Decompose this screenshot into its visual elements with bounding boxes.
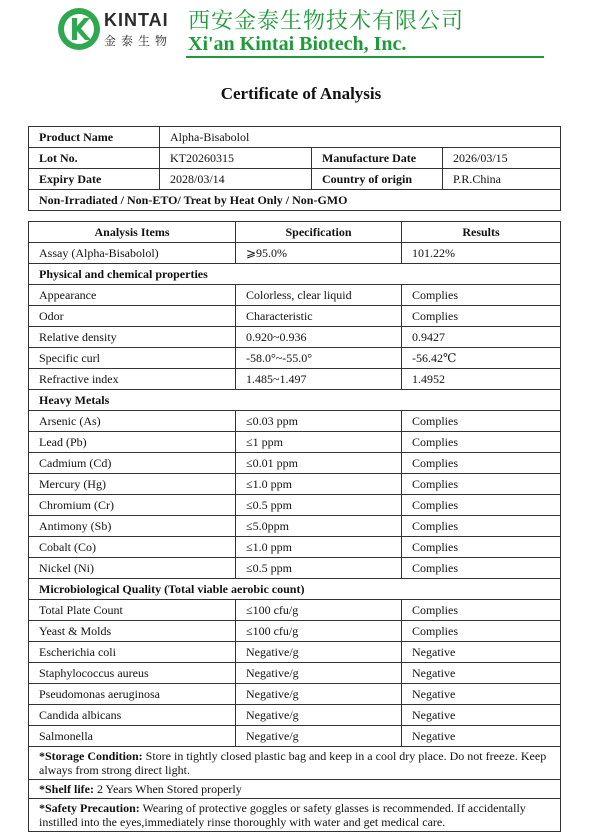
table-row (29, 558, 561, 579)
expiry-date-label: Expiry Date (29, 169, 160, 190)
spec-cell: ≤0.5 ppm (236, 558, 402, 579)
table-row (29, 516, 561, 537)
result-cell: Complies (402, 474, 561, 495)
safety-note (29, 799, 561, 832)
result-cell: Negative (402, 642, 561, 663)
result-cell: 0.9427 (402, 327, 561, 348)
result-cell: Complies (402, 495, 561, 516)
table-header-row (29, 222, 561, 243)
section-title-heavy-metals: Heavy Metals (29, 390, 561, 411)
analysis-table (28, 221, 561, 832)
section-title-microbiological: Microbiological Quality (Total viable aerobic count) (29, 579, 561, 600)
result-cell: Complies (402, 432, 561, 453)
item-cell: Escherichia coli (29, 642, 236, 663)
item-cell: Relative density (29, 327, 236, 348)
result-cell: Complies (402, 306, 561, 327)
spec-cell: ≤1.0 ppm (236, 474, 402, 495)
result-cell: Complies (402, 537, 561, 558)
table-row (29, 348, 561, 369)
brand-name: KINTAI (104, 10, 169, 30)
table-row (29, 474, 561, 495)
item-cell: Yeast & Molds (29, 621, 236, 642)
table-row (29, 369, 561, 390)
table-row (29, 726, 561, 747)
table-row (29, 432, 561, 453)
shelf-life-text: 2 Years When Stored properly (94, 782, 242, 796)
item-cell: Antimony (Sb) (29, 516, 236, 537)
storage-note (29, 747, 561, 780)
item-cell: Arsenic (As) (29, 411, 236, 432)
info-row (29, 148, 561, 169)
brand-name-chinese: 金泰生物 (104, 34, 173, 48)
spec-cell: 0.920~0.936 (236, 327, 402, 348)
section-row (29, 579, 561, 600)
compliance-statement: Non-Irradiated / Non-ETO/ Treat by Heat Only / Non-GMO (29, 190, 561, 211)
spec-cell: Negative/g (236, 705, 402, 726)
header-analysis-items: Analysis Items (29, 222, 236, 243)
origin-label: Country of origin (312, 169, 443, 190)
manufacture-date-value: 2026/03/15 (443, 148, 561, 169)
spec-cell: ≤0.5 ppm (236, 495, 402, 516)
table-row (29, 243, 561, 264)
item-cell: Total Plate Count (29, 600, 236, 621)
item-cell: Mercury (Hg) (29, 474, 236, 495)
result-cell: 101.22% (402, 243, 561, 264)
info-row (29, 190, 561, 211)
table-row (29, 642, 561, 663)
product-name-value: Alpha-Bisabolol (160, 127, 561, 148)
table-row (29, 411, 561, 432)
item-cell: Odor (29, 306, 236, 327)
table-row (29, 663, 561, 684)
product-info-table (28, 126, 561, 211)
spec-cell: ≤1.0 ppm (236, 537, 402, 558)
item-cell: Cadmium (Cd) (29, 453, 236, 474)
item-cell: Chromium (Cr) (29, 495, 236, 516)
result-cell: Complies (402, 411, 561, 432)
shelf-life-label: *Shelf life: (39, 782, 94, 796)
table-row (29, 306, 561, 327)
kintai-logo-icon (56, 6, 102, 52)
table-row (29, 705, 561, 726)
lot-value: KT20260315 (160, 148, 312, 169)
header-results: Results (402, 222, 561, 243)
table-row (29, 621, 561, 642)
item-cell: Cobalt (Co) (29, 537, 236, 558)
spec-cell: ≤5.0ppm (236, 516, 402, 537)
result-cell: Complies (402, 600, 561, 621)
spec-cell: Negative/g (236, 684, 402, 705)
result-cell: Negative (402, 663, 561, 684)
storage-label: *Storage Condition: (39, 749, 143, 763)
shelf-life-row (29, 780, 561, 799)
result-cell: Complies (402, 285, 561, 306)
page-title: Certificate of Analysis (220, 84, 382, 103)
section-title-physical: Physical and chemical properties (29, 264, 561, 285)
lot-label: Lot No. (29, 148, 160, 169)
storage-note-row (29, 747, 561, 780)
spec-cell: ≤1 ppm (236, 432, 402, 453)
spec-cell: Negative/g (236, 642, 402, 663)
spec-cell: ≤100 cfu/g (236, 600, 402, 621)
table-row (29, 537, 561, 558)
safety-label: *Safety Precaution: (39, 801, 140, 815)
item-cell: Nickel (Ni) (29, 558, 236, 579)
item-cell: Pseudomonas aeruginosa (29, 684, 236, 705)
header-divider (186, 56, 544, 58)
origin-value: P.R.China (443, 169, 561, 190)
item-cell: Specific curl (29, 348, 236, 369)
section-row (29, 264, 561, 285)
product-name-label: Product Name (29, 127, 160, 148)
letterhead (0, 0, 602, 62)
spec-cell: ⩾95.0% (236, 243, 402, 264)
storage-text: Store in tightly closed plastic bag and keep in a cool dry place. Do not freeze. Keep always from strong direct light. (39, 749, 547, 777)
section-row (29, 390, 561, 411)
result-cell: Negative (402, 726, 561, 747)
table-row (29, 600, 561, 621)
result-cell: Complies (402, 558, 561, 579)
table-row (29, 453, 561, 474)
spec-cell: Colorless, clear liquid (236, 285, 402, 306)
spec-cell: ≤0.03 ppm (236, 411, 402, 432)
result-cell: Complies (402, 621, 561, 642)
header-specification: Specification (236, 222, 402, 243)
company-name-english: Xi'an Kintai Biotech, Inc. (188, 33, 407, 55)
expiry-date-value: 2028/03/14 (160, 169, 312, 190)
spec-cell: ≤100 cfu/g (236, 621, 402, 642)
spec-cell: -58.0°~-55.0° (236, 348, 402, 369)
item-cell: Staphylococcus aureus (29, 663, 236, 684)
table-row (29, 327, 561, 348)
result-cell: Complies (402, 516, 561, 537)
result-cell: Negative (402, 684, 561, 705)
result-cell: Negative (402, 705, 561, 726)
shelf-life-note (29, 780, 561, 799)
item-cell: Salmonella (29, 726, 236, 747)
item-cell: Assay (Alpha-Bisabolol) (29, 243, 236, 264)
manufacture-date-label: Manufacture Date (312, 148, 443, 169)
table-row (29, 495, 561, 516)
item-cell: Appearance (29, 285, 236, 306)
table-row (29, 684, 561, 705)
company-name-chinese: 西安金泰生物技术有限公司 (188, 9, 465, 34)
item-cell: Refractive index (29, 369, 236, 390)
safety-note-row (29, 799, 561, 832)
result-cell: -56.42℃ (402, 348, 561, 369)
spec-cell: ≤0.01 ppm (236, 453, 402, 474)
spec-cell: 1.485~1.497 (236, 369, 402, 390)
item-cell: Lead (Pb) (29, 432, 236, 453)
result-cell: Complies (402, 453, 561, 474)
spec-cell: Negative/g (236, 726, 402, 747)
result-cell: 1.4952 (402, 369, 561, 390)
spec-cell: Negative/g (236, 663, 402, 684)
table-row (29, 285, 561, 306)
item-cell: Candida albicans (29, 705, 236, 726)
info-row (29, 169, 561, 190)
info-row (29, 127, 561, 148)
spec-cell: Characteristic (236, 306, 402, 327)
safety-text: Wearing of protective goggles or safety glasses is recommended. If accidentally instilled into the eyes,immediately rinse thoroughly with water and get medical care. (39, 801, 526, 829)
